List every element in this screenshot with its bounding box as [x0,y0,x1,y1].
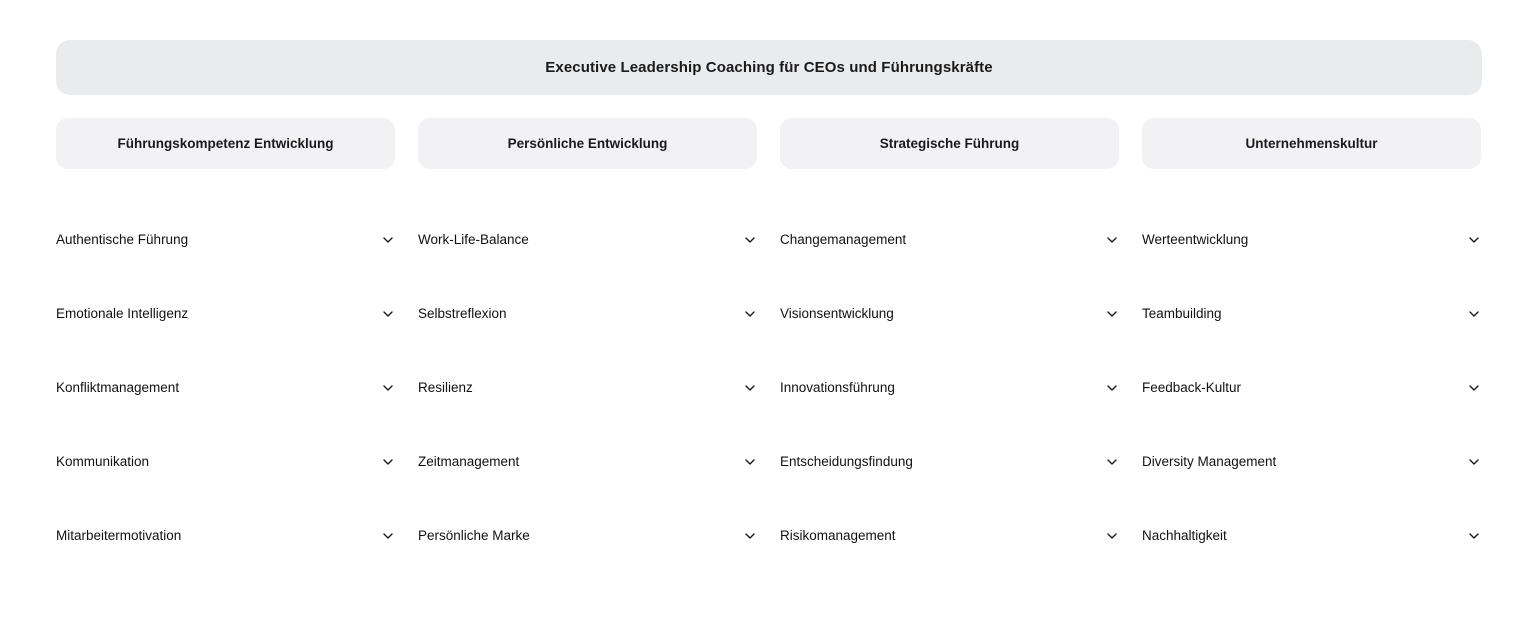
accordion-item[interactable] [1142,425,1481,499]
chevron-down-icon[interactable] [1467,381,1481,395]
accordion-item[interactable] [780,203,1119,277]
accordion-list [1142,203,1481,573]
chevron-down-icon[interactable] [381,307,395,321]
accordion-item-label: Feedback-Kultur [1142,380,1242,396]
chevron-down-icon[interactable] [743,307,757,321]
chevron-down-icon[interactable] [381,455,395,469]
accordion-item[interactable] [56,499,395,573]
column-persoenliche-entwicklung [418,118,757,573]
column-strategische-fuehrung [780,118,1119,573]
accordion-item-label: Emotionale Intelligenz [56,306,189,322]
accordion-item-label: Mitarbeitermotivation [56,528,182,544]
chevron-down-icon[interactable] [1467,233,1481,247]
accordion-list [418,203,757,573]
accordion-item-label: Authentische Führung [56,232,189,248]
chevron-down-icon[interactable] [1105,381,1119,395]
accordion-item[interactable] [1142,203,1481,277]
column-header[interactable]: Führungskompetenz Entwicklung [56,118,395,169]
chevron-down-icon[interactable] [1467,455,1481,469]
accordion-item[interactable] [780,499,1119,573]
accordion-item[interactable] [418,277,757,351]
column-header[interactable]: Strategische Führung [780,118,1119,169]
accordion-item-label: Persönliche Marke [418,528,530,544]
column-unternehmenskultur [1142,118,1481,573]
column-fuehrungskompetenz [56,118,395,573]
accordion-item[interactable] [56,351,395,425]
accordion-item[interactable] [56,425,395,499]
accordion-item[interactable] [780,351,1119,425]
accordion-item-label: Werteentwicklung [1142,232,1249,248]
accordion-item-label: Risikomanagement [780,528,896,544]
accordion-item-label: Visionsentwicklung [780,306,894,322]
chevron-down-icon[interactable] [1105,455,1119,469]
chevron-down-icon[interactable] [743,233,757,247]
accordion-item-label: Diversity Management [1142,454,1277,470]
accordion-item-label: Konfliktmanagement [56,380,180,396]
chevron-down-icon[interactable] [381,233,395,247]
accordion-item[interactable] [418,203,757,277]
accordion-item-label: Kommunikation [56,454,150,470]
accordion-item-label: Work-Life-Balance [418,232,529,248]
page-title: Executive Leadership Coaching für CEOs und Führungskräfte [56,40,1482,95]
accordion-item[interactable] [56,277,395,351]
accordion-item-label: Innovationsführung [780,380,895,396]
accordion-item[interactable] [418,499,757,573]
chevron-down-icon[interactable] [1105,529,1119,543]
accordion-item[interactable] [418,425,757,499]
chevron-down-icon[interactable] [1467,307,1481,321]
chevron-down-icon[interactable] [743,381,757,395]
accordion-item-label: Resilienz [418,380,473,396]
accordion-item[interactable] [780,425,1119,499]
chevron-down-icon[interactable] [381,529,395,543]
column-header[interactable]: Unternehmenskultur [1142,118,1481,169]
accordion-item-label: Nachhaltigkeit [1142,528,1227,544]
chevron-down-icon[interactable] [743,455,757,469]
accordion-item-label: Selbstreflexion [418,306,507,322]
accordion-item[interactable] [418,351,757,425]
chevron-down-icon[interactable] [1105,233,1119,247]
chevron-down-icon[interactable] [381,381,395,395]
chevron-down-icon[interactable] [1105,307,1119,321]
chevron-down-icon[interactable] [1467,529,1481,543]
accordion-item-label: Changemanagement [780,232,907,248]
accordion-item[interactable] [1142,499,1481,573]
accordion-item[interactable] [1142,351,1481,425]
chevron-down-icon[interactable] [743,529,757,543]
category-columns [56,118,1482,573]
accordion-list [56,203,395,573]
accordion-item[interactable] [1142,277,1481,351]
accordion-item[interactable] [56,203,395,277]
accordion-item[interactable] [780,277,1119,351]
accordion-list [780,203,1119,573]
accordion-item-label: Entscheidungsfindung [780,454,913,470]
column-header[interactable]: Persönliche Entwicklung [418,118,757,169]
accordion-item-label: Zeitmanagement [418,454,520,470]
accordion-item-label: Teambuilding [1142,306,1222,322]
